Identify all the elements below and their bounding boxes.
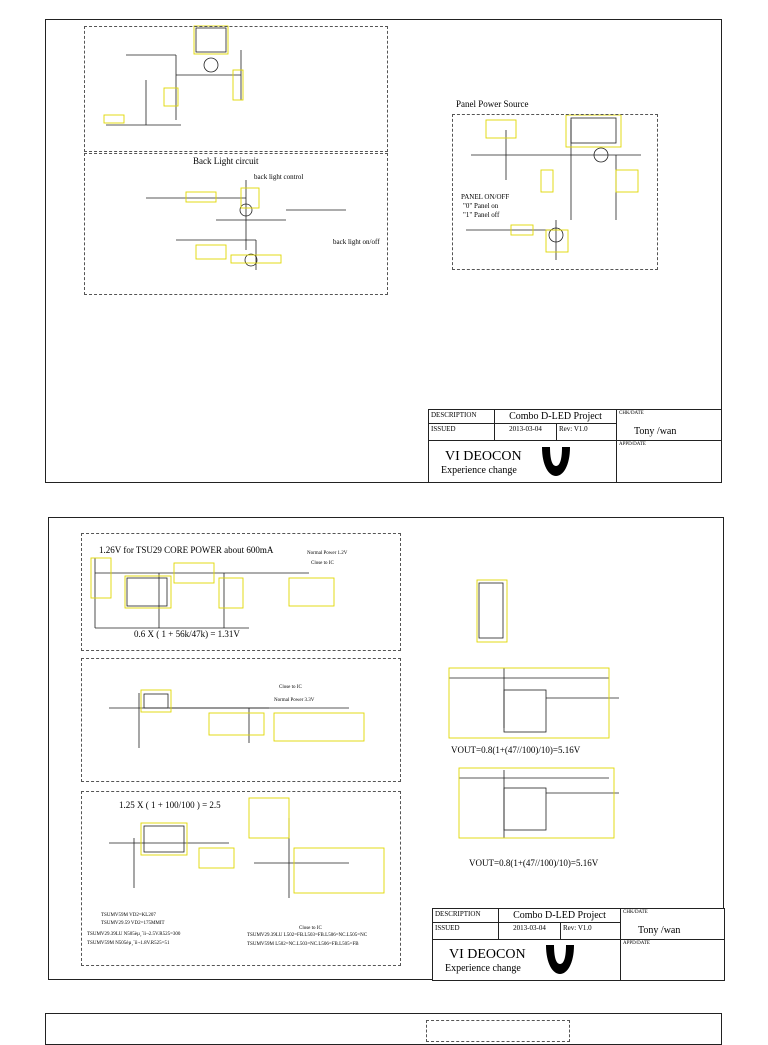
io-power-block <box>81 658 401 782</box>
core-power-note: 1.26V for TSU29 CORE POWER about 600mA <box>99 545 274 555</box>
panel-onoff-title: PANEL ON/OFF <box>461 193 510 201</box>
issue-date-2: 2013-03-04 <box>499 923 561 940</box>
project-name-2: Combo D-LED Project <box>499 909 621 923</box>
brand-name: VI DEOCON <box>445 449 522 464</box>
appd-label: APPD/DATE <box>619 442 646 447</box>
videocon-logo-icon <box>539 444 573 478</box>
schematic-sheet-2 <box>48 517 724 980</box>
rev-label-text-2: Rev: <box>563 924 577 932</box>
rev-value-2: V1.0 <box>577 924 592 932</box>
normal-power-33: Normal Power 3.3V <box>274 698 315 703</box>
close-to-ic-c: Close to IC <box>299 926 322 931</box>
appd-label-2: APPD/DATE <box>623 941 650 946</box>
backlight-onoff-label: back light on/off <box>333 238 380 246</box>
panel-power-title: Panel Power Source <box>456 99 529 109</box>
author-2: Tony /wan <box>638 925 681 936</box>
variant-note-3: TSUMV29.39LU N505èµ¸´ìì¬2.5V.R525=300 <box>87 932 181 937</box>
backlight-block <box>84 153 388 295</box>
core-formula: 0.6 X ( 1 + 56k/47k) = 1.31V <box>134 629 240 639</box>
issued-label: ISSUED <box>429 424 495 441</box>
chk-label-2: CHK/DATE <box>621 909 724 940</box>
close-to-ic-a: Close to IC <box>311 561 334 566</box>
description-label: DESCRIPTION <box>429 410 495 424</box>
variant-note-5: TSUMV29.39LU L502=FB.L503=FB.L506=NC.L505=NC <box>247 933 368 938</box>
author: Tony /wan <box>634 426 677 437</box>
variant-note-1: TSUMV59M VD2=KL207 <box>101 913 156 918</box>
issue-date: 2013-03-04 <box>495 424 557 441</box>
variant-note-2: TSUMV29.59 VD2=175MMIT <box>101 921 165 926</box>
videocon-logo-icon-2 <box>543 942 577 976</box>
brand-name-2: VI DEOCON <box>449 947 526 962</box>
description-label-2: DESCRIPTION <box>433 909 499 923</box>
rev-label <box>557 424 617 441</box>
close-to-ic-b: Close to IC <box>279 685 302 690</box>
schematic-sheet-1 <box>45 19 722 483</box>
rev-label-text: Rev: <box>559 425 573 433</box>
sheet-3-block <box>426 1020 570 1042</box>
panel-off-line: "1" Panel off <box>463 211 500 219</box>
backlight-control-label: back light control <box>254 173 304 181</box>
rev-value: V1.0 <box>573 425 588 433</box>
project-name: Combo D-LED Project <box>495 410 617 424</box>
backlight-title: Back Light circuit <box>193 156 259 166</box>
issued-label-2: ISSUED <box>433 923 499 940</box>
variant-note-6: TSUMV59M L502=NC.L503=NC.L506=FB.L505=FB <box>247 942 359 947</box>
rev-label-2 <box>561 923 621 940</box>
brand-tagline-2: Experience change <box>445 963 521 974</box>
brand-cell-2 <box>433 940 621 980</box>
ddr-power-block <box>81 791 401 966</box>
chk-label: CHK/DATE <box>617 410 721 441</box>
power-switch-block <box>84 26 388 152</box>
brand-tagline: Experience change <box>441 465 517 476</box>
ddr-formula: 1.25 X ( 1 + 100/100 ) = 2.5 <box>119 800 221 810</box>
vout-formula-2: VOUT=0.8(1+(47//100)/10)=5.16V <box>469 858 599 868</box>
title-block-2 <box>432 908 725 981</box>
vout-formula-1: VOUT=0.8(1+(47//100)/10)=5.16V <box>451 745 581 755</box>
variant-note-4: TSUMV59M N505èµ¸´ìì¬1.8V.R525=51 <box>87 941 170 946</box>
panel-power-block <box>452 114 658 270</box>
brand-cell <box>429 441 617 482</box>
schematic-sheet-3 <box>45 1013 722 1045</box>
panel-on-line: "0" Panel on <box>463 202 499 210</box>
normal-power-12: Normal Power 1.2V <box>307 551 348 556</box>
title-block-1 <box>428 409 722 483</box>
